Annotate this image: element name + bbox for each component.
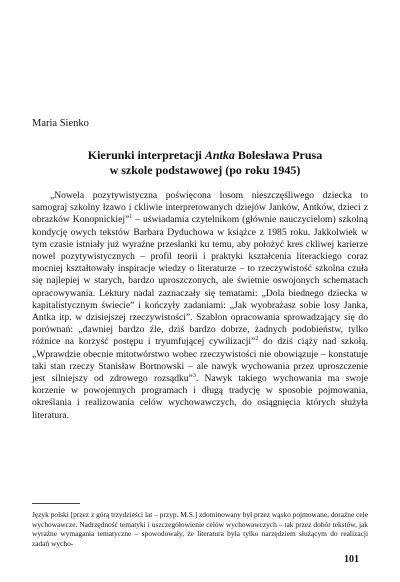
body-part-2: – uświadamia czytelnikom (głównie nauczycielom) szkolną kondycję owych tekstów Barbara Dyduchowa w książce z 1985 roku. Jakkolwiek w tym czasie istniały już wyraźne przesłanki ku temu, aby położyć kres ckliwej karierze nowel pozytywistycznych – profil teorii i praktyki kształcenia literackiego coraz mocniej kształtowały inspiracje wiedzy o literaturze – to rzeczywistość szkolna czuła się najlepiej w starych, bardzo uproszczonych, ale świetnie oswojonych schematach opracowywania. Lektury nadal zaznaczały się tematami: „Dola biednego dziecka w kapitalistycznym świecie” i kończyły zadaniami: „Jak wyobrażasz sobie losy Janka, Antka itp. w dzisiejszej rzeczywistości”. Szablon opracowania sprowadzający się do porównań: „dawniej bardzo źle, dziś bardzo dobrze, żadnych podobieństw, tylko różnice na korzyść postępu i tryumfującej cywilizacji” [32,214,368,348]
footnote-divider [32,503,80,504]
body-paragraph [32,190,368,422]
footnote-ref-2: 2 [255,336,259,343]
body-part-1: „Nowela pozytywistyczna poświęcona losom nieszczęśliwego dziecka to samograj szkolny łzawo i ckliwie interpretowanych dziejów Janków, Antków, dzieci z obrazków Konopnickiej” [32,190,368,226]
body-part-3: do dziś ciąży nad szkołą. „Wprawdzie obecnie mitotwórstwo wobec rzeczywistości nie obowiązuje – konstatuje taki stan rzeczy Stanisław Bortnowski – ale nawyk wychowania przez uproszczenie jest silniejszy od zdrowego rozsądku” [32,336,368,385]
footnote-ref-3: 3 [192,372,196,379]
title-line-1-end: Bolesława Prusa [234,148,323,162]
footnote-ref-1: 1 [129,214,133,221]
title-italic-antka: Antka [204,148,235,162]
footnote-text: Język polski [przez z górą trzydzieści lat – przyp. M.S.] zdominowany był przez wąsko pojmowane, doraźne cele wychowawcze. Nadrzędność tematyki i uszczegółowienie celów wychowawczych – tak przez dobór tekstów, jak wyraźne wymagania tematyczne – spowodowały, że literatura była tylko narzędziem służącym do realizacji zadań wycho- [32,510,368,548]
body-part-4: . Nawyk takiego wychowania ma swoje korzenie w powojennych programach i długą tradycję w sposobie pojmowania, określania i realizowania celów wychowawczych, do osiągnięcia których służyła literatura. [32,373,368,421]
author-name: Maria Sienko [32,118,89,129]
title-line-1-start: Kierunki interpretacji [87,148,205,162]
page-number: 101 [344,554,359,565]
body-text [32,190,368,422]
title-line-2: w szkole podstawowej (po roku 1945) [109,163,301,177]
title-line-1 [40,148,370,163]
article-title [40,148,370,178]
